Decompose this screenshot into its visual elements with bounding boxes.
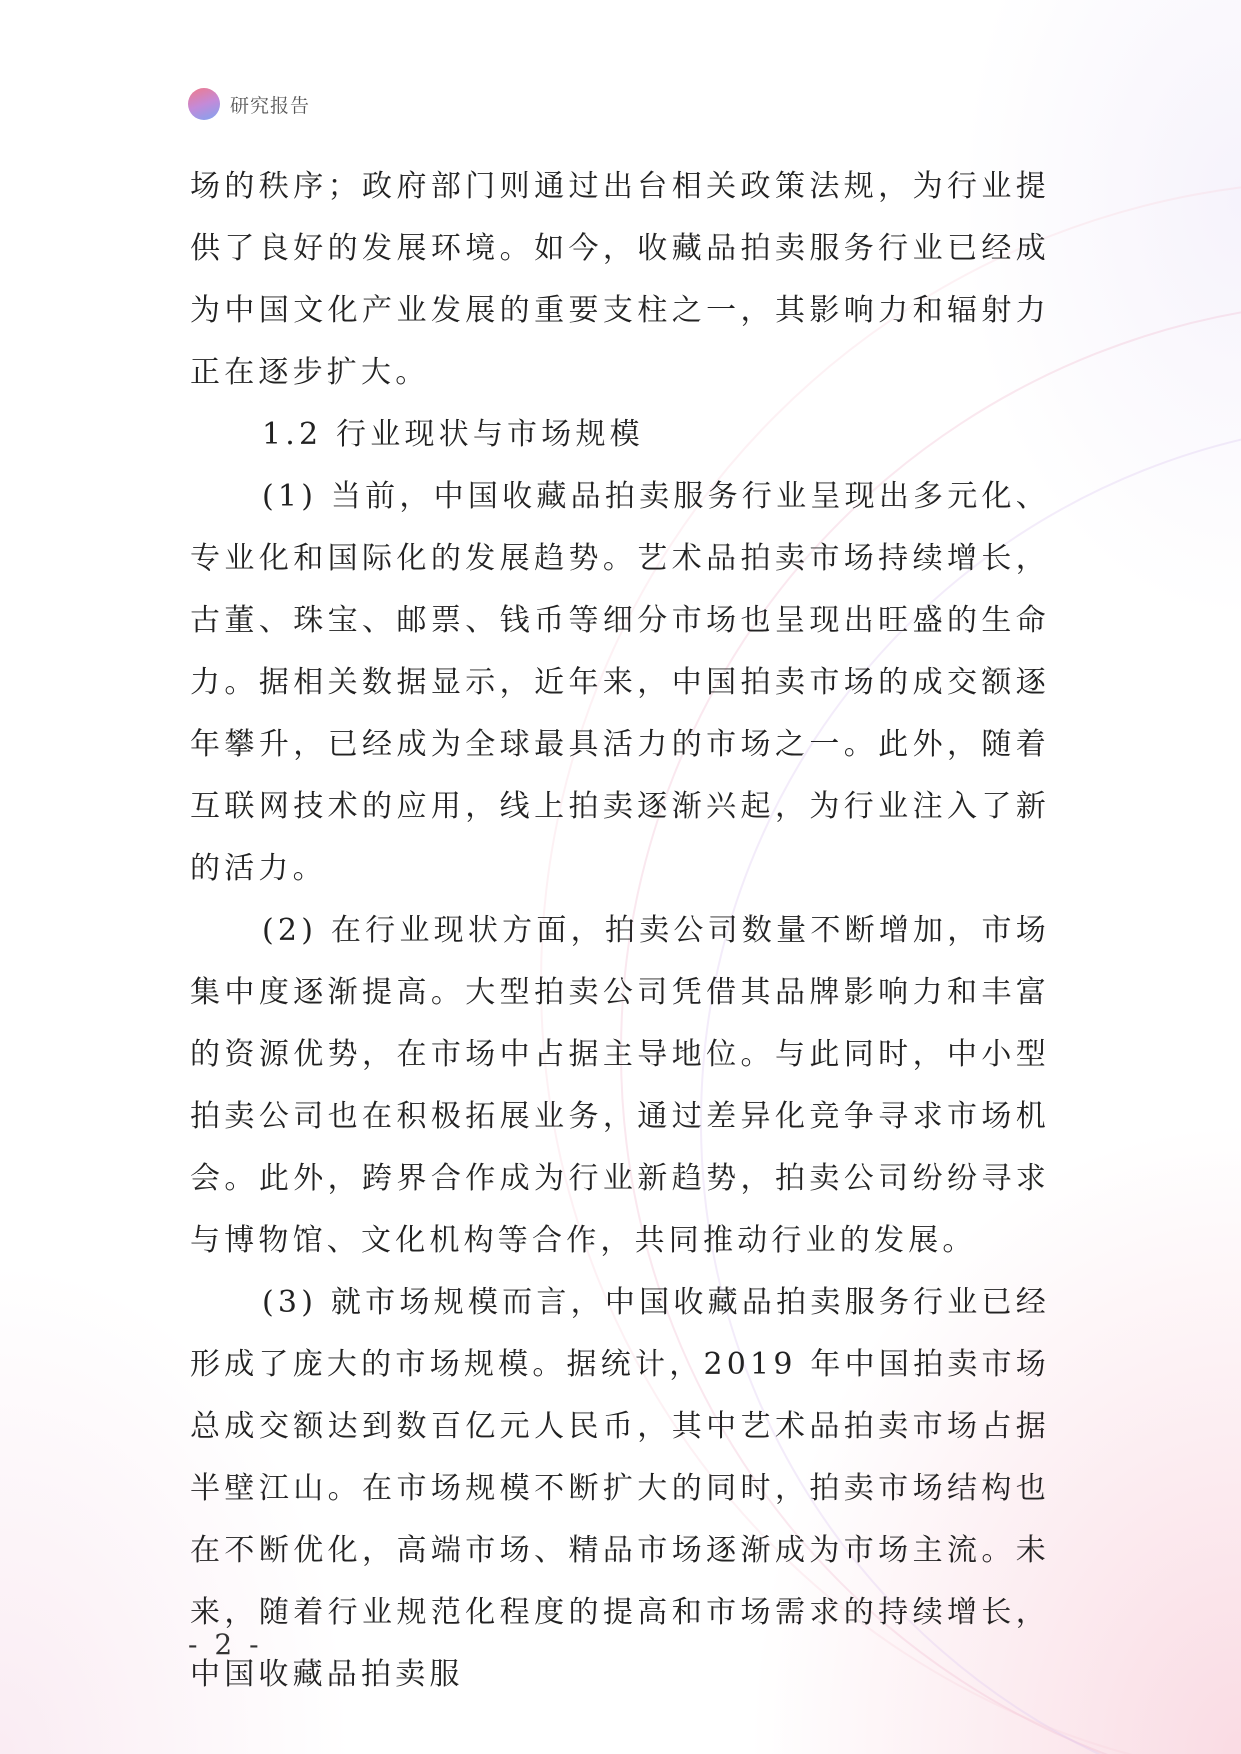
- document-body: [190, 156, 1050, 1706]
- header-label: 研究报告: [230, 94, 311, 117]
- logo-circle-icon: [188, 88, 220, 120]
- paragraph: (2) 在行业现状方面，拍卖公司数量不断增加，市场集中度逐渐提高。大型拍卖公司凭借其品牌影响力和丰富的资源优势，在市场中占据主导地位。与此同时，中小型拍卖公司也在积极拓展业务，通过差异化竞争寻求市场机会。此外，跨界合作成为行业新趋势，拍卖公司纷纷寻求与博物馆、文化机构等合作，共同推动行业的发展。: [190, 913, 1050, 1258]
- paragraph: 场的秩序；政府部门则通过出台相关政策法规，为行业提供了良好的发展环境。如今，收藏品拍卖服务行业已经成为中国文化产业发展的重要支柱之一，其影响力和辐射力正在逐步扩大。: [190, 169, 1050, 390]
- section-heading: 1.2 行业现状与市场规模: [262, 417, 644, 452]
- paragraph: (1) 当前，中国收藏品拍卖服务行业呈现出多元化、专业化和国际化的发展趋势。艺术品拍卖市场持续增长，古董、珠宝、邮票、钱币等细分市场也呈现出旺盛的生命力。据相关数据显示，近年来，中国拍卖市场的成交额逐年攀升，已经成为全球最具活力的市场之一。此外，随着互联网技术的应用，线上拍卖逐渐兴起，为行业注入了新的活力。: [190, 479, 1050, 886]
- page-number: - 2 -: [188, 1628, 263, 1661]
- page-header: [188, 88, 310, 120]
- paragraph: (3) 就市场规模而言，中国收藏品拍卖服务行业已经形成了庞大的市场规模。据统计，2019 年中国拍卖市场总成交额达到数百亿元人民币，其中艺术品拍卖市场占据半壁江山。在市场规模不断扩大的同时，拍卖市场结构也在不断优化，高端市场、精品市场逐渐成为市场主流。未来，随着行业规范化程度的提高和市场需求的持续增长，中国收藏品拍卖服: [190, 1285, 1050, 1692]
